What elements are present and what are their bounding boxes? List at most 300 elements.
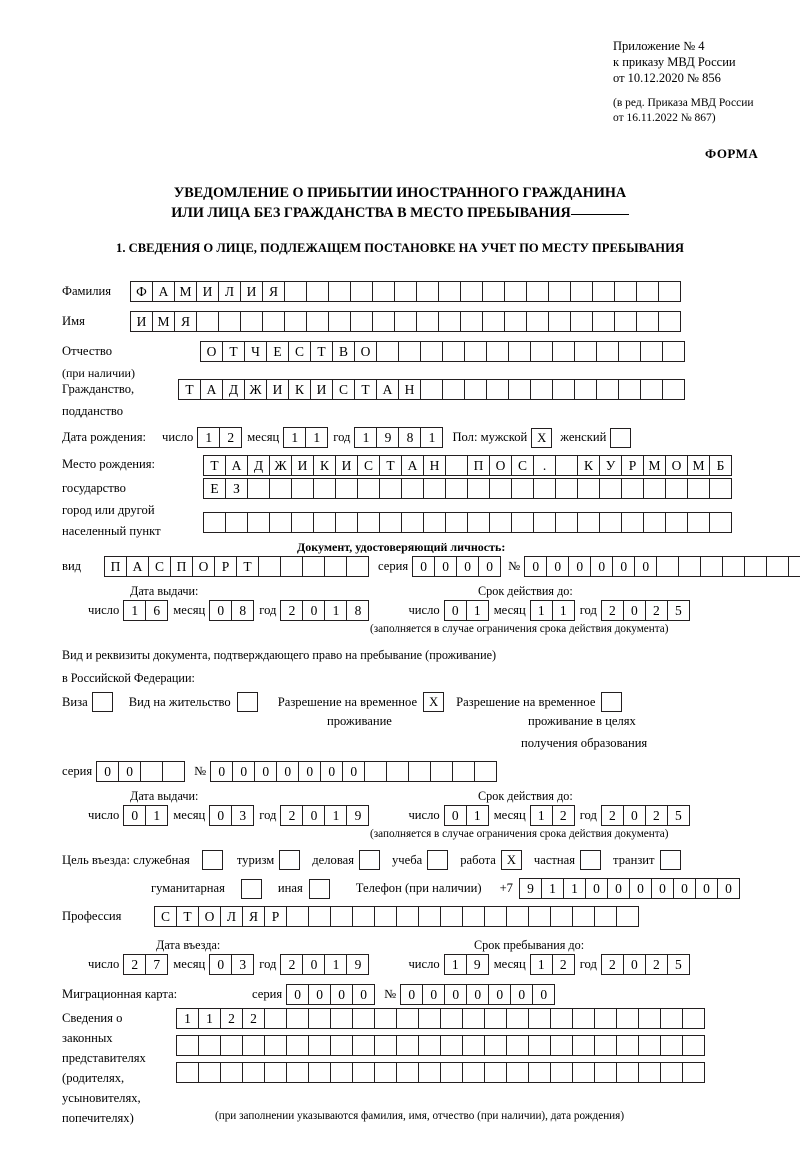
form-cell[interactable] [709, 478, 732, 499]
form-cell[interactable] [462, 1035, 485, 1056]
form-cell[interactable]: 1 [466, 805, 489, 826]
stay-issue-year-input[interactable] [280, 805, 368, 826]
form-cell[interactable]: 0 [488, 984, 511, 1005]
form-cell[interactable]: 3 [231, 805, 254, 826]
form-cell[interactable] [196, 311, 219, 332]
entry-day-input[interactable] [123, 954, 167, 975]
form-cell[interactable] [440, 1035, 463, 1056]
form-cell[interactable] [308, 1008, 331, 1029]
surname-input[interactable] [130, 281, 680, 302]
identity-doc-series-input[interactable] [412, 556, 500, 577]
form-cell[interactable]: 1 [466, 600, 489, 621]
form-cell[interactable]: 2 [601, 805, 624, 826]
form-cell[interactable]: С [332, 379, 355, 400]
form-cell[interactable]: 5 [667, 600, 690, 621]
stay-valid-month-input[interactable] [530, 805, 574, 826]
form-cell[interactable] [396, 1062, 419, 1083]
form-cell[interactable]: А [225, 455, 248, 476]
form-cell[interactable] [442, 341, 465, 362]
form-cell[interactable]: Т [379, 455, 402, 476]
form-cell[interactable] [462, 1008, 485, 1029]
form-cell[interactable]: 2 [123, 954, 146, 975]
form-cell[interactable] [489, 512, 512, 533]
form-cell[interactable]: 0 [444, 984, 467, 1005]
form-cell[interactable] [280, 556, 303, 577]
form-cell[interactable]: 0 [717, 878, 740, 899]
form-cell[interactable] [484, 1008, 507, 1029]
form-cell[interactable]: Д [222, 379, 245, 400]
form-cell[interactable] [335, 478, 358, 499]
stay-issue-month-input[interactable] [209, 805, 253, 826]
form-cell[interactable] [247, 512, 270, 533]
form-cell[interactable]: И [130, 311, 153, 332]
form-cell[interactable]: 0 [629, 878, 652, 899]
form-cell[interactable] [530, 379, 553, 400]
form-cell[interactable] [379, 512, 402, 533]
form-cell[interactable] [570, 281, 593, 302]
form-cell[interactable] [440, 1062, 463, 1083]
form-cell[interactable] [324, 556, 347, 577]
sex-male-checkbox[interactable]: Х [531, 428, 552, 448]
form-cell[interactable] [203, 512, 226, 533]
form-cell[interactable]: 1 [444, 954, 467, 975]
form-cell[interactable] [528, 1035, 551, 1056]
stay-issue-day-input[interactable] [123, 805, 167, 826]
form-cell[interactable] [264, 1035, 287, 1056]
form-cell[interactable]: 0 [302, 805, 325, 826]
form-cell[interactable]: У [599, 455, 622, 476]
form-cell[interactable] [660, 1008, 683, 1029]
form-cell[interactable] [176, 1062, 199, 1083]
form-cell[interactable] [379, 478, 402, 499]
form-cell[interactable] [418, 906, 441, 927]
form-cell[interactable]: Т [236, 556, 259, 577]
form-cell[interactable] [621, 512, 644, 533]
form-cell[interactable] [416, 311, 439, 332]
birthplace-line-2-input[interactable] [203, 478, 731, 499]
form-cell[interactable] [462, 1062, 485, 1083]
form-cell[interactable] [264, 1062, 287, 1083]
purpose-business-checkbox[interactable] [359, 850, 380, 870]
representatives-row-1-input[interactable] [176, 1008, 704, 1029]
form-cell[interactable] [599, 478, 622, 499]
form-cell[interactable] [357, 512, 380, 533]
form-cell[interactable] [744, 556, 767, 577]
form-cell[interactable]: 0 [209, 954, 232, 975]
form-cell[interactable]: П [170, 556, 193, 577]
form-cell[interactable]: М [687, 455, 710, 476]
form-cell[interactable]: А [376, 379, 399, 400]
form-cell[interactable] [665, 478, 688, 499]
form-cell[interactable] [438, 281, 461, 302]
form-cell[interactable] [440, 906, 463, 927]
form-cell[interactable] [416, 281, 439, 302]
form-cell[interactable]: 2 [552, 805, 575, 826]
form-cell[interactable] [486, 379, 509, 400]
form-cell[interactable] [550, 1035, 573, 1056]
form-cell[interactable]: 0 [434, 556, 457, 577]
form-cell[interactable] [442, 379, 465, 400]
form-cell[interactable] [577, 512, 600, 533]
form-cell[interactable] [352, 906, 375, 927]
form-cell[interactable]: 0 [585, 878, 608, 899]
form-cell[interactable]: 0 [308, 984, 331, 1005]
form-cell[interactable] [643, 478, 666, 499]
identity-doc-type-input[interactable] [104, 556, 368, 577]
form-cell[interactable]: Е [266, 341, 289, 362]
form-cell[interactable]: 0 [123, 805, 146, 826]
form-cell[interactable]: 0 [673, 878, 696, 899]
form-cell[interactable] [618, 341, 641, 362]
form-cell[interactable] [687, 512, 710, 533]
form-cell[interactable]: 2 [220, 1008, 243, 1029]
form-cell[interactable]: 3 [231, 954, 254, 975]
form-cell[interactable] [511, 478, 534, 499]
form-cell[interactable] [350, 281, 373, 302]
identity-doc-number-input[interactable] [524, 556, 800, 577]
form-cell[interactable]: 0 [478, 556, 501, 577]
name-input[interactable] [130, 311, 680, 332]
form-cell[interactable]: М [152, 311, 175, 332]
purpose-study-checkbox[interactable] [427, 850, 448, 870]
form-cell[interactable] [484, 1062, 507, 1083]
representatives-row-3-input[interactable] [176, 1062, 704, 1083]
form-cell[interactable] [330, 1008, 353, 1029]
form-cell[interactable]: Т [222, 341, 245, 362]
form-cell[interactable] [594, 906, 617, 927]
form-cell[interactable]: 0 [695, 878, 718, 899]
form-cell[interactable]: 0 [302, 600, 325, 621]
form-cell[interactable]: А [152, 281, 175, 302]
entry-month-input[interactable] [209, 954, 253, 975]
form-cell[interactable]: З [225, 478, 248, 499]
form-cell[interactable] [614, 311, 637, 332]
form-cell[interactable] [335, 512, 358, 533]
form-cell[interactable] [445, 478, 468, 499]
form-cell[interactable] [555, 512, 578, 533]
form-cell[interactable] [572, 1035, 595, 1056]
patronymic-input[interactable] [200, 341, 684, 362]
form-cell[interactable] [364, 761, 387, 782]
form-cell[interactable] [291, 478, 314, 499]
form-cell[interactable]: С [357, 455, 380, 476]
form-cell[interactable]: 0 [286, 984, 309, 1005]
form-cell[interactable]: 1 [145, 805, 168, 826]
phone-input[interactable] [519, 878, 739, 899]
form-cell[interactable] [220, 1035, 243, 1056]
form-cell[interactable]: 0 [302, 954, 325, 975]
identity-valid-year-input[interactable] [601, 600, 689, 621]
form-cell[interactable]: 2 [280, 600, 303, 621]
form-cell[interactable] [352, 1035, 375, 1056]
form-cell[interactable] [264, 1008, 287, 1029]
form-cell[interactable] [420, 379, 443, 400]
form-cell[interactable]: 1 [541, 878, 564, 899]
form-cell[interactable]: 0 [412, 556, 435, 577]
form-cell[interactable]: 0 [422, 984, 445, 1005]
form-cell[interactable] [464, 379, 487, 400]
migration-series-input[interactable] [286, 984, 374, 1005]
form-cell[interactable] [408, 761, 431, 782]
form-cell[interactable] [636, 281, 659, 302]
form-cell[interactable]: 1 [283, 427, 306, 448]
form-cell[interactable]: 0 [532, 984, 555, 1005]
form-cell[interactable] [262, 311, 285, 332]
form-cell[interactable] [594, 1035, 617, 1056]
form-cell[interactable]: М [174, 281, 197, 302]
form-cell[interactable] [452, 761, 475, 782]
form-cell[interactable] [418, 1062, 441, 1083]
form-cell[interactable]: Т [203, 455, 226, 476]
form-cell[interactable]: 7 [145, 954, 168, 975]
form-cell[interactable] [658, 281, 681, 302]
representatives-row-2-input[interactable] [176, 1035, 704, 1056]
form-cell[interactable]: 2 [645, 954, 668, 975]
form-cell[interactable]: 1 [324, 600, 347, 621]
form-cell[interactable] [482, 281, 505, 302]
residence-permit-checkbox[interactable] [237, 692, 258, 712]
form-cell[interactable]: П [104, 556, 127, 577]
form-cell[interactable]: 1 [552, 600, 575, 621]
form-cell[interactable] [574, 341, 597, 362]
birthdate-month-input[interactable] [283, 427, 327, 448]
form-cell[interactable]: 1 [123, 600, 146, 621]
form-cell[interactable] [247, 478, 270, 499]
form-cell[interactable] [242, 1035, 265, 1056]
form-cell[interactable] [643, 512, 666, 533]
form-cell[interactable] [577, 478, 600, 499]
form-cell[interactable]: 2 [645, 805, 668, 826]
visa-checkbox[interactable] [92, 692, 113, 712]
identity-issue-month-input[interactable] [209, 600, 253, 621]
form-cell[interactable] [548, 311, 571, 332]
form-cell[interactable] [489, 478, 512, 499]
form-cell[interactable]: Д [247, 455, 270, 476]
form-cell[interactable] [592, 281, 615, 302]
form-cell[interactable]: 0 [330, 984, 353, 1005]
form-cell[interactable] [636, 311, 659, 332]
form-cell[interactable] [445, 512, 468, 533]
form-cell[interactable]: С [148, 556, 171, 577]
form-cell[interactable]: 2 [645, 600, 668, 621]
form-cell[interactable] [572, 906, 595, 927]
form-cell[interactable] [555, 478, 578, 499]
form-cell[interactable] [508, 341, 531, 362]
form-cell[interactable]: Р [621, 455, 644, 476]
form-cell[interactable] [286, 1062, 309, 1083]
form-cell[interactable] [460, 281, 483, 302]
until-month-input[interactable] [530, 954, 574, 975]
form-cell[interactable] [596, 341, 619, 362]
form-cell[interactable] [640, 379, 663, 400]
identity-valid-day-input[interactable] [444, 600, 488, 621]
identity-issue-day-input[interactable] [123, 600, 167, 621]
form-cell[interactable]: 0 [320, 761, 343, 782]
form-cell[interactable] [530, 341, 553, 362]
form-cell[interactable]: Я [262, 281, 285, 302]
form-cell[interactable] [552, 341, 575, 362]
form-cell[interactable] [401, 512, 424, 533]
form-cell[interactable] [372, 281, 395, 302]
form-cell[interactable] [658, 311, 681, 332]
form-cell[interactable] [284, 311, 307, 332]
form-cell[interactable] [423, 512, 446, 533]
form-cell[interactable]: 0 [118, 761, 141, 782]
form-cell[interactable] [162, 761, 185, 782]
form-cell[interactable] [550, 1062, 573, 1083]
form-cell[interactable]: 6 [145, 600, 168, 621]
form-cell[interactable] [616, 1035, 639, 1056]
entry-year-input[interactable] [280, 954, 368, 975]
form-cell[interactable]: 0 [232, 761, 255, 782]
form-cell[interactable]: Н [398, 379, 421, 400]
form-cell[interactable]: 9 [346, 954, 369, 975]
form-cell[interactable] [596, 379, 619, 400]
form-cell[interactable] [420, 341, 443, 362]
form-cell[interactable] [486, 341, 509, 362]
form-cell[interactable] [592, 311, 615, 332]
form-cell[interactable] [284, 281, 307, 302]
form-cell[interactable]: 0 [400, 984, 423, 1005]
birthplace-line-3-input[interactable] [203, 512, 731, 533]
form-cell[interactable] [574, 379, 597, 400]
form-cell[interactable] [374, 906, 397, 927]
form-cell[interactable] [594, 1062, 617, 1083]
form-cell[interactable]: 0 [342, 761, 365, 782]
form-cell[interactable]: Р [214, 556, 237, 577]
form-cell[interactable] [662, 379, 685, 400]
form-cell[interactable] [308, 906, 331, 927]
form-cell[interactable]: 0 [210, 761, 233, 782]
temp-residence-checkbox[interactable]: Х [423, 692, 444, 712]
form-cell[interactable] [176, 1035, 199, 1056]
form-cell[interactable] [286, 906, 309, 927]
form-cell[interactable] [313, 478, 336, 499]
form-cell[interactable]: 0 [546, 556, 569, 577]
form-cell[interactable] [508, 379, 531, 400]
birthdate-year-input[interactable] [354, 427, 442, 448]
form-cell[interactable]: К [577, 455, 600, 476]
citizenship-input[interactable] [178, 379, 684, 400]
form-cell[interactable]: 1 [563, 878, 586, 899]
form-cell[interactable] [504, 281, 527, 302]
form-cell[interactable]: 1 [176, 1008, 199, 1029]
form-cell[interactable]: 2 [601, 600, 624, 621]
form-cell[interactable] [511, 512, 534, 533]
form-cell[interactable]: Л [218, 281, 241, 302]
form-cell[interactable] [533, 512, 556, 533]
purpose-humanitarian-checkbox[interactable] [241, 879, 262, 899]
form-cell[interactable] [528, 1008, 551, 1029]
form-cell[interactable]: 0 [623, 805, 646, 826]
form-cell[interactable]: Я [174, 311, 197, 332]
form-cell[interactable] [376, 341, 399, 362]
form-cell[interactable]: О [192, 556, 215, 577]
form-cell[interactable] [269, 478, 292, 499]
form-cell[interactable]: Ч [244, 341, 267, 362]
form-cell[interactable]: И [335, 455, 358, 476]
form-cell[interactable]: 0 [651, 878, 674, 899]
form-cell[interactable] [614, 281, 637, 302]
purpose-transit-checkbox[interactable] [660, 850, 681, 870]
form-cell[interactable]: . [533, 455, 556, 476]
form-cell[interactable] [709, 512, 732, 533]
form-cell[interactable] [638, 1062, 661, 1083]
form-cell[interactable]: О [354, 341, 377, 362]
birthdate-day-input[interactable] [197, 427, 241, 448]
form-cell[interactable] [269, 512, 292, 533]
form-cell[interactable] [528, 1062, 551, 1083]
form-cell[interactable]: 0 [590, 556, 613, 577]
form-cell[interactable] [682, 1062, 705, 1083]
form-cell[interactable]: 1 [324, 805, 347, 826]
form-cell[interactable] [616, 1062, 639, 1083]
form-cell[interactable]: Т [310, 341, 333, 362]
form-cell[interactable]: 2 [242, 1008, 265, 1029]
form-cell[interactable] [526, 281, 549, 302]
form-cell[interactable]: 9 [466, 954, 489, 975]
form-cell[interactable]: 1 [530, 600, 553, 621]
form-cell[interactable]: 0 [444, 600, 467, 621]
form-cell[interactable]: 8 [398, 427, 421, 448]
form-cell[interactable] [374, 1062, 397, 1083]
form-cell[interactable] [308, 1035, 331, 1056]
form-cell[interactable] [656, 556, 679, 577]
form-cell[interactable]: Е [203, 478, 226, 499]
form-cell[interactable] [638, 1035, 661, 1056]
form-cell[interactable] [618, 379, 641, 400]
form-cell[interactable]: А [126, 556, 149, 577]
form-cell[interactable] [662, 341, 685, 362]
form-cell[interactable] [484, 1035, 507, 1056]
form-cell[interactable]: П [467, 455, 490, 476]
form-cell[interactable] [430, 761, 453, 782]
form-cell[interactable] [682, 1008, 705, 1029]
form-cell[interactable] [528, 906, 551, 927]
form-cell[interactable]: 0 [524, 556, 547, 577]
form-cell[interactable]: Н [423, 455, 446, 476]
form-cell[interactable] [445, 455, 468, 476]
form-cell[interactable] [462, 906, 485, 927]
form-cell[interactable] [700, 556, 723, 577]
form-cell[interactable] [401, 478, 424, 499]
form-cell[interactable] [678, 556, 701, 577]
form-cell[interactable] [386, 761, 409, 782]
identity-issue-year-input[interactable] [280, 600, 368, 621]
form-cell[interactable]: 9 [346, 805, 369, 826]
form-cell[interactable] [357, 478, 380, 499]
form-cell[interactable]: 1 [354, 427, 377, 448]
form-cell[interactable]: Т [178, 379, 201, 400]
profession-input[interactable] [154, 906, 638, 927]
form-cell[interactable]: Т [354, 379, 377, 400]
form-cell[interactable]: К [288, 379, 311, 400]
form-cell[interactable] [350, 311, 373, 332]
form-cell[interactable] [352, 1062, 375, 1083]
purpose-private-checkbox[interactable] [580, 850, 601, 870]
migration-number-input[interactable] [400, 984, 554, 1005]
form-cell[interactable] [291, 512, 314, 533]
form-cell[interactable]: Ж [269, 455, 292, 476]
form-cell[interactable] [467, 478, 490, 499]
purpose-other-checkbox[interactable] [309, 879, 330, 899]
form-cell[interactable]: 0 [510, 984, 533, 1005]
form-cell[interactable]: 0 [276, 761, 299, 782]
form-cell[interactable] [467, 512, 490, 533]
form-cell[interactable] [346, 556, 369, 577]
form-cell[interactable]: Т [176, 906, 199, 927]
form-cell[interactable]: О [200, 341, 223, 362]
